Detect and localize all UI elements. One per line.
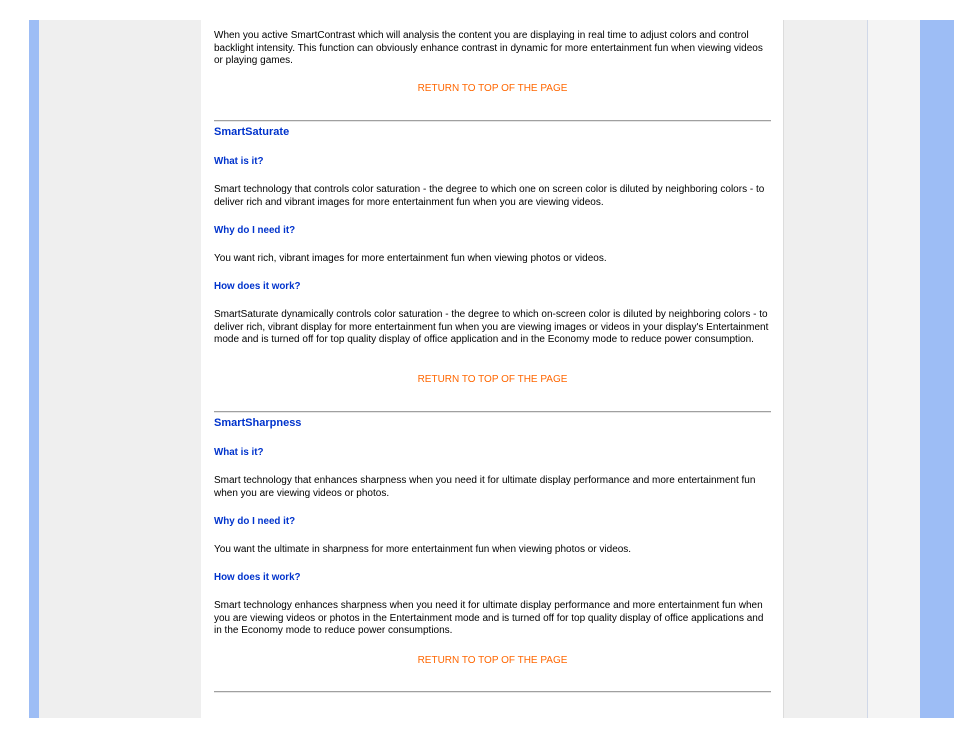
left-gray-margin <box>39 20 201 718</box>
what-paragraph: Smart technology that controls color saturation - the degree to which one on screen color is diluted by neighboring colors - to deliver rich and vibrant images for more entertainment fun when you are viewing videos. <box>214 184 765 208</box>
why-paragraph: You want rich, vibrant images for more entertainment fun when viewing photos or videos. <box>214 253 607 264</box>
section-title-smartsharpness: SmartSharpness <box>214 417 302 429</box>
right-blue-bar <box>920 20 954 718</box>
content-column <box>201 20 783 718</box>
what-paragraph: Smart technology that enhances sharpness when you need it for ultimate display performance and more entertainment fun when you are viewing videos or photos. <box>214 475 756 499</box>
section-title-smartsaturate: SmartSaturate <box>214 126 290 138</box>
how-paragraph: Smart technology enhances sharpness when you need it for ultimate display performance and more entertainment fun when you are viewing videos or photos in the Entertainment mode and is turned off for top quality display of office applications and in the Economy mode to reduce power consumptions. <box>214 600 764 637</box>
how-paragraph: SmartSaturate dynamically controls color saturation - the degree to which on-screen color is diluted by neighboring colors - to deliver rich, vibrant display for more entertainment fun when you are viewing images or videos in your display's Entertainment mode and is turned off for top quality display of office application and in the Economy mode to reduce power consumption. <box>214 309 769 346</box>
section-divider <box>214 691 771 693</box>
return-to-top-row <box>214 655 771 666</box>
left-blue-bar <box>29 20 39 718</box>
what-heading: What is it? <box>214 447 264 458</box>
return-to-top-row <box>214 83 771 94</box>
what-heading: What is it? <box>214 156 264 167</box>
section-divider <box>214 411 771 413</box>
return-to-top-row <box>214 374 771 385</box>
return-to-top-link[interactable]: RETURN TO TOP OF THE PAGE <box>417 374 568 385</box>
how-heading: How does it work? <box>214 572 301 583</box>
why-heading: Why do I need it? <box>214 225 296 236</box>
return-to-top-link[interactable]: RETURN TO TOP OF THE PAGE <box>417 655 568 666</box>
right-light-margin <box>868 20 920 718</box>
how-heading: How does it work? <box>214 281 301 292</box>
section-divider <box>214 120 771 122</box>
why-heading: Why do I need it? <box>214 516 296 527</box>
intro-paragraph: When you active SmartContrast which will analysis the content you are displaying in real time to adjust colors and control backlight intensity. This function can obviously enhance contrast in dynamic for more entertainment fun when viewing videos or playing games. <box>214 30 763 67</box>
why-paragraph: You want the ultimate in sharpness for more entertainment fun when viewing photos or videos. <box>214 544 632 555</box>
return-to-top-link[interactable]: RETURN TO TOP OF THE PAGE <box>417 83 568 94</box>
right-gray-margin <box>783 20 868 718</box>
